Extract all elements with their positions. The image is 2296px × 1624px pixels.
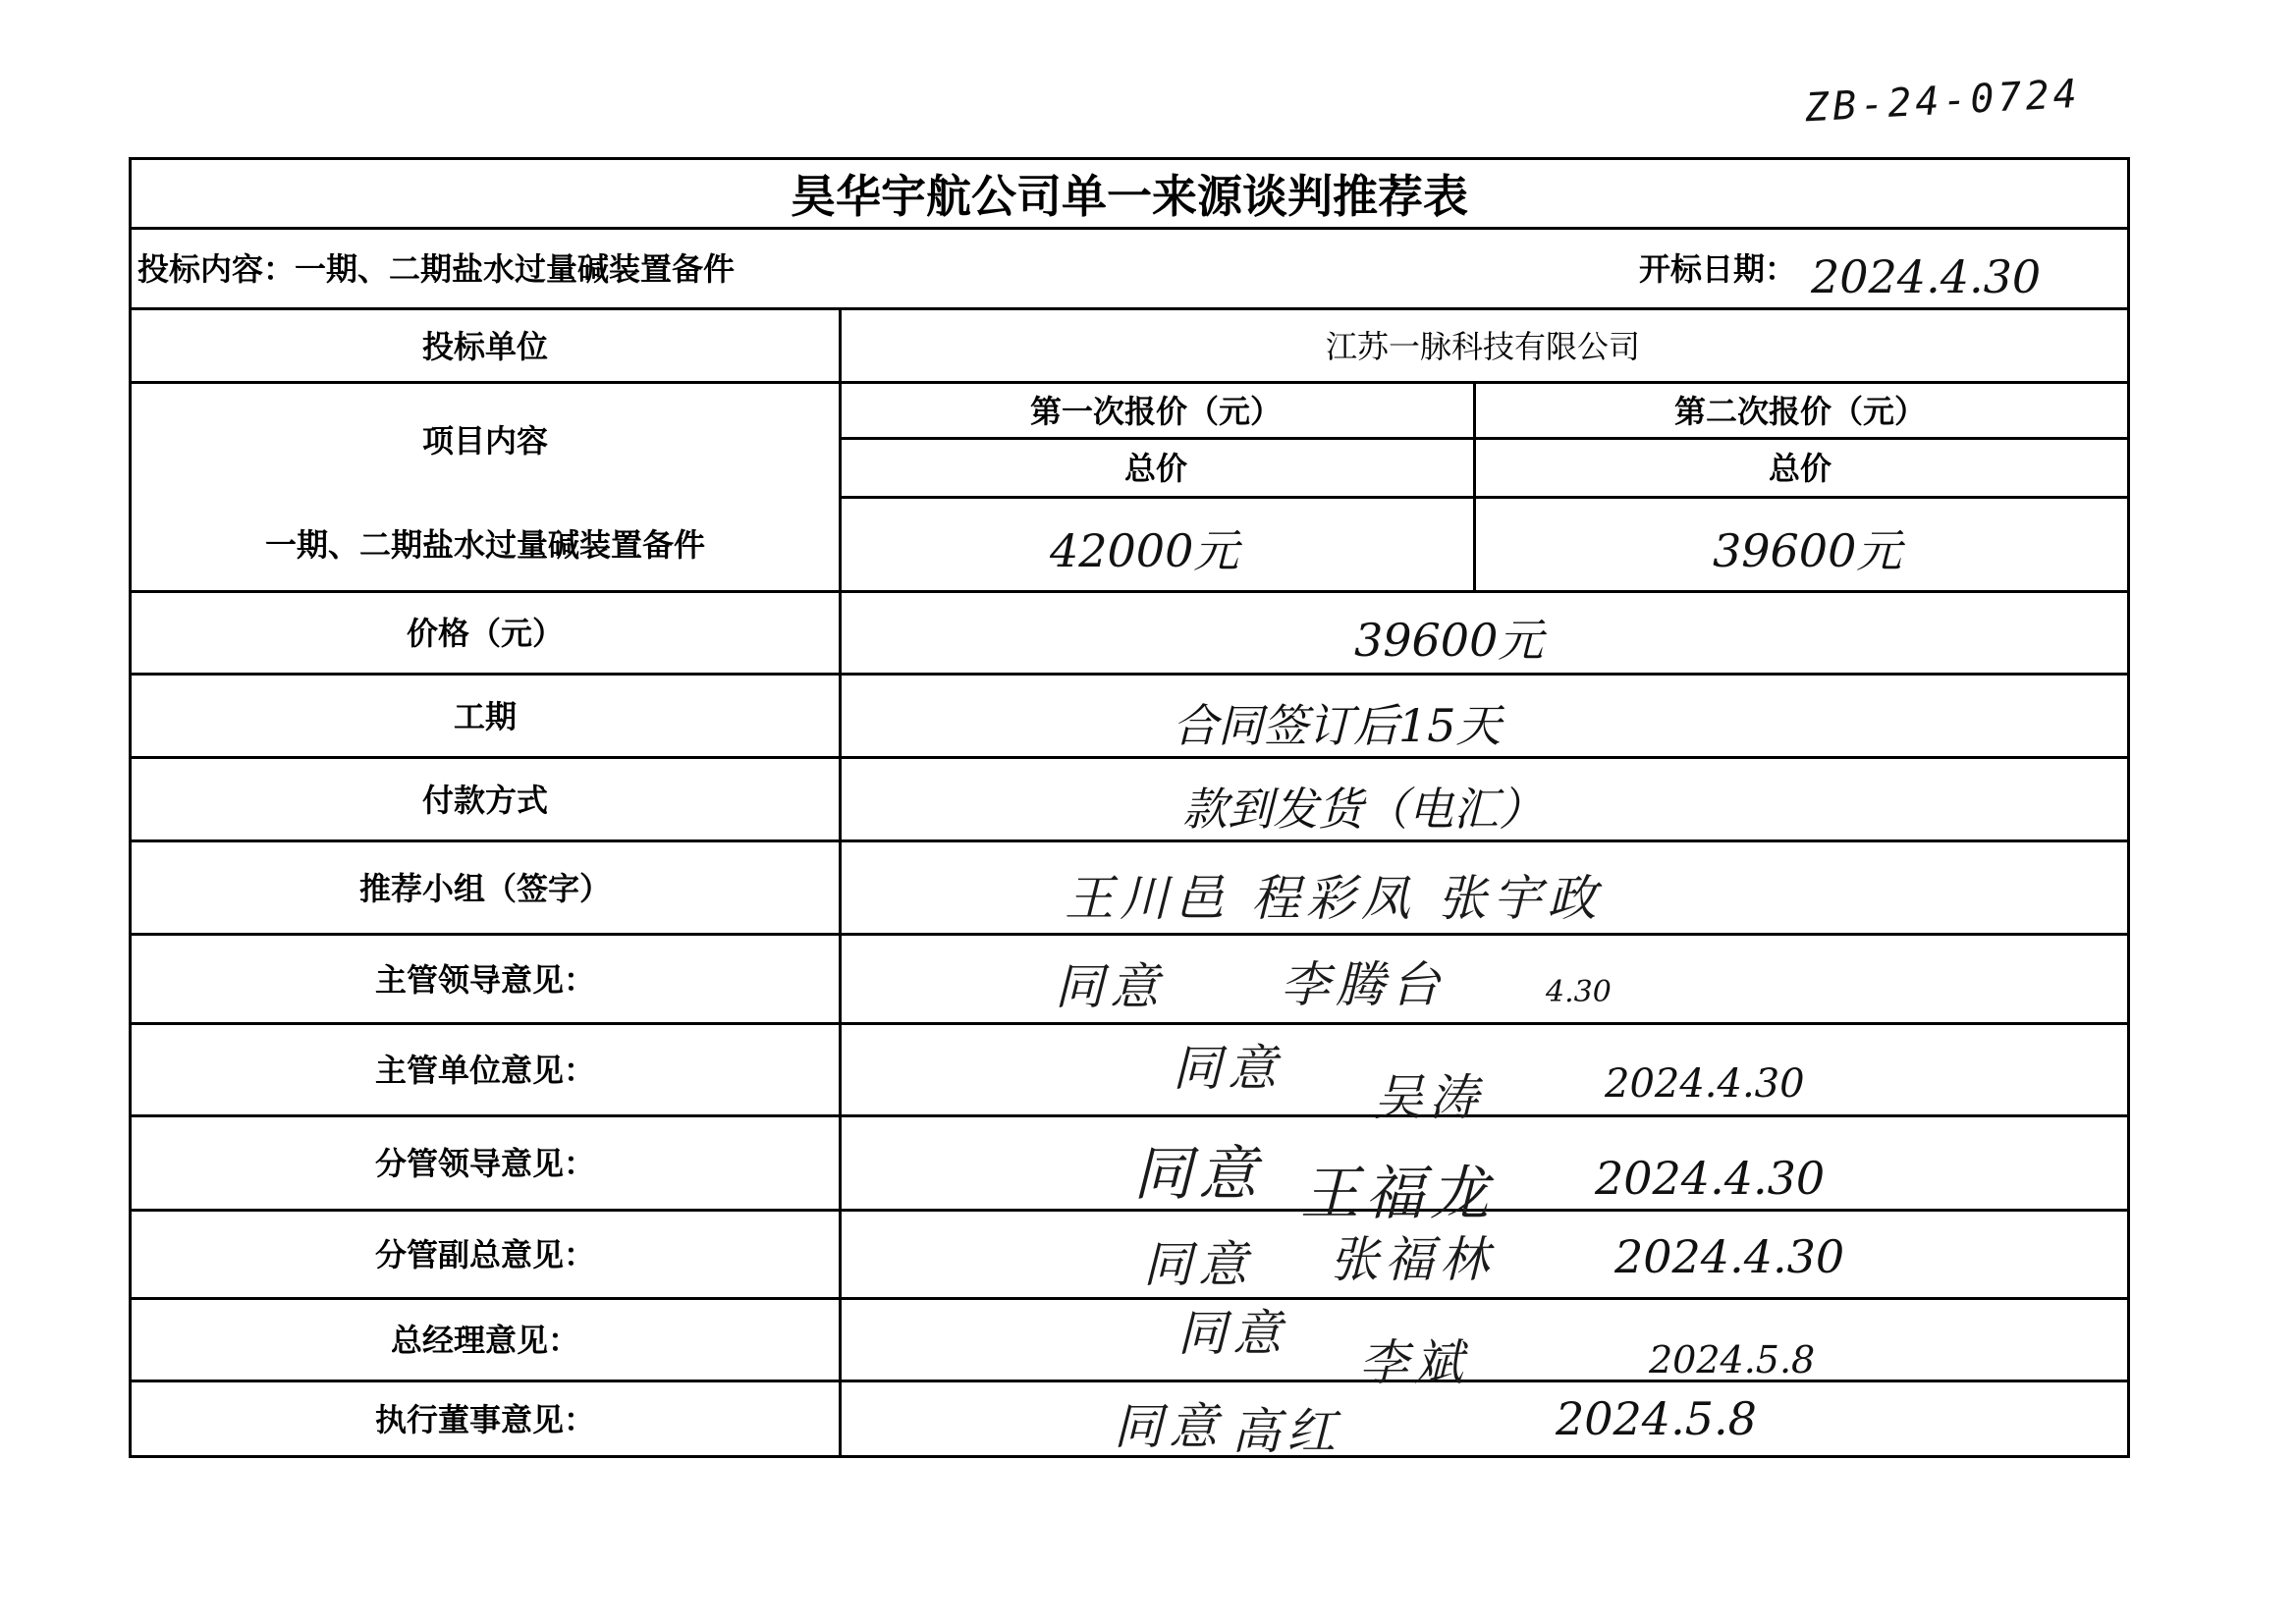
opinion-label: 主管领导意见： bbox=[374, 960, 595, 999]
first-total-value: 42000元 bbox=[1050, 524, 1239, 577]
bidder-name: 江苏一脉科技有限公司 bbox=[1325, 327, 1640, 365]
bid-date-label: 开标日期： bbox=[1639, 250, 1797, 288]
payment-value: 款到发货（电汇） bbox=[1182, 783, 1544, 836]
opinion-text: 同意 bbox=[1133, 1140, 1263, 1209]
opinion-text: 同意 bbox=[1114, 1398, 1224, 1455]
form-title: 昊华宇航公司单一来源谈判推荐表 bbox=[791, 170, 1468, 223]
opinion-text: 同意 bbox=[1143, 1236, 1253, 1293]
bid-date bbox=[1639, 227, 1796, 307]
signature-date: 2024.4.30 bbox=[1614, 1230, 1845, 1283]
bid-content-value: 一期、二期盐水过量碱装置备件 bbox=[295, 250, 736, 288]
second-quote-header: 第二次报价（元） bbox=[1673, 392, 1926, 430]
row-divider bbox=[839, 496, 2127, 499]
second-total-value: 39600元 bbox=[1713, 524, 1902, 577]
document-number: ZB-24-0724 bbox=[1803, 71, 2082, 132]
bid-content bbox=[137, 227, 735, 307]
price-label: 价格（元） bbox=[406, 615, 564, 652]
payment-label: 付款方式 bbox=[421, 781, 548, 819]
signature: 张福林 bbox=[1330, 1231, 1495, 1288]
signature-date: 4.30 bbox=[1546, 975, 1612, 1009]
signature-date: 2024.4.30 bbox=[1605, 1061, 1805, 1107]
recommendation-signatures: 王川邑 程彩凤 张宇政 bbox=[1065, 870, 1603, 927]
second-total-label: 总价 bbox=[1768, 450, 1831, 487]
signature-date: 2024.5.8 bbox=[1556, 1392, 1757, 1445]
opinion-text: 同意 bbox=[1055, 958, 1165, 1015]
bid-date-value: 2024.4.30 bbox=[1811, 250, 2042, 303]
opinion-label: 分管领导意见： bbox=[374, 1145, 595, 1182]
signature-date: 2024.5.8 bbox=[1649, 1338, 1816, 1381]
bidder-label: 投标单位 bbox=[421, 327, 548, 365]
opinion-label: 总经理意见： bbox=[390, 1322, 579, 1359]
signature-date: 2024.4.30 bbox=[1595, 1152, 1826, 1205]
signature: 王福龙 bbox=[1300, 1160, 1495, 1228]
signature: 李斌 bbox=[1359, 1334, 1469, 1391]
opinion-text: 同意 bbox=[1177, 1305, 1287, 1362]
project-label: 项目内容 bbox=[421, 421, 548, 460]
signature: 吴涛 bbox=[1374, 1069, 1484, 1126]
recommendation-form bbox=[129, 157, 2130, 1458]
opinion-label: 执行董事意见： bbox=[374, 1400, 595, 1438]
bid-content-label: 投标内容： bbox=[137, 250, 296, 288]
price-value: 39600元 bbox=[1354, 614, 1544, 667]
opinion-label: 分管副总意见： bbox=[374, 1236, 595, 1273]
schedule-label: 工期 bbox=[453, 697, 517, 735]
item-name: 一期、二期盐水过量碱装置备件 bbox=[264, 526, 705, 564]
signature: 李腾台 bbox=[1281, 956, 1446, 1013]
first-total-label: 总价 bbox=[1123, 450, 1187, 487]
signature: 高红 bbox=[1231, 1403, 1341, 1460]
opinion-text: 同意 bbox=[1173, 1040, 1283, 1097]
opinion-label: 推荐小组（签字） bbox=[358, 869, 611, 907]
opinion-label: 主管单位意见： bbox=[374, 1052, 595, 1089]
schedule-value: 合同签订后15天 bbox=[1173, 699, 1502, 752]
first-quote-header: 第一次报价（元） bbox=[1029, 392, 1282, 430]
